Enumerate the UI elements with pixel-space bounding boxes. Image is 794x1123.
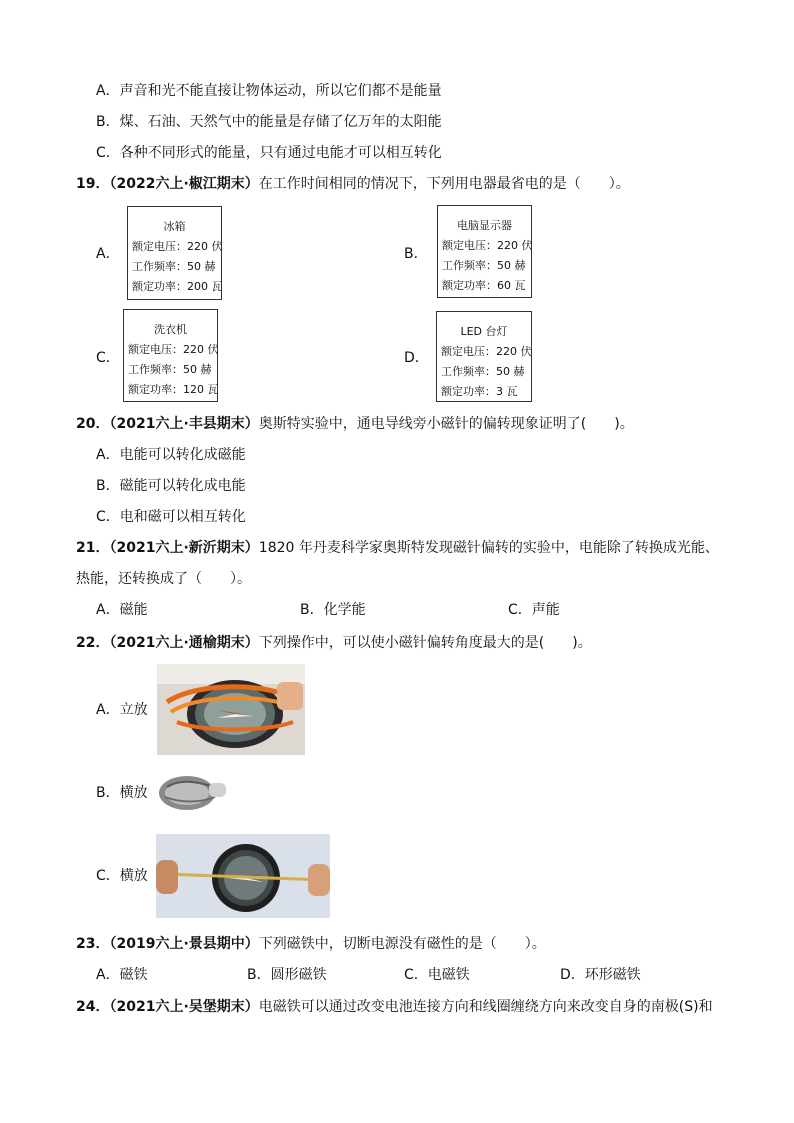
question-number: 20． [76,416,110,432]
card-power: 额定功率：200 瓦 [132,280,223,293]
option-a-label: A． [96,246,120,262]
option-c: C．电磁铁 [404,967,470,983]
question-source: （2021六上·新沂期末） [109,540,259,556]
option-b: B．横放 [96,785,148,801]
option-c: C．各种不同形式的能量，只有通过电能才可以相互转化 [96,145,442,161]
option-b: B．圆形磁铁 [247,967,327,983]
card-frequency: 工作频率：50 赫 [442,259,526,272]
question-source: （2019六上·景县期中） [109,936,259,952]
option-a: A．磁铁 [96,967,148,983]
question-text: 电磁铁可以通过改变电池连接方向和线圈缠绕方向来改变自身的南极(S)和 [258,999,713,1015]
question-23 [76,934,546,954]
card-title: 电脑显示器 [457,219,512,232]
card-title: 洗衣机 [154,323,187,336]
question-text: 1820 年丹麦科学家奥斯特发现磁针偏转的实验中，电能除了转换成光能、 [258,540,719,556]
card-power: 额定功率：120 瓦 [128,383,219,396]
card-power: 额定功率：60 瓦 [442,279,526,292]
question-number: 21． [76,540,110,556]
option-c: C．电和磁可以相互转化 [96,509,246,525]
option-a: A．电能可以转化成磁能 [96,447,246,463]
appliance-card-fridge [127,206,222,300]
question-text: 下列磁铁中，切断电源没有磁性的是（ ）。 [258,936,546,952]
question-text: 奥斯特实验中，通电导线旁小磁针的偏转现象证明了( )。 [258,416,634,432]
card-frequency: 工作频率：50 赫 [132,260,216,273]
question-20 [76,414,634,434]
card-title: LED 台灯 [460,325,508,338]
appliance-card-led-lamp [436,311,532,402]
option-b: B．磁能可以转化成电能 [96,478,246,494]
card-power: 额定功率：3 瓦 [441,385,518,398]
question-source: （2021六上·丰县期末） [109,416,259,432]
option-c-label: C． [96,350,120,366]
question-19 [76,174,630,194]
option-a: A．立放 [96,702,148,718]
question-21 [76,538,719,558]
card-voltage: 额定电压：220 伏 [441,345,532,358]
card-voltage: 额定电压：220 伏 [128,343,219,356]
question-source: （2022六上·椒江期末） [109,176,259,192]
question-source: （2021六上·通榆期末） [109,635,259,651]
card-frequency: 工作频率：50 赫 [441,365,525,378]
option-c: C．声能 [508,602,560,618]
compass-photo-vertical [157,664,305,755]
question-22 [76,633,592,653]
question-number: 23． [76,936,110,952]
question-number: 24． [76,999,110,1015]
option-c: C．横放 [96,868,148,884]
compass-photo-horizontal [156,834,330,918]
option-a: A．磁能 [96,602,148,618]
question-source: （2021六上·吴堡期末） [109,999,259,1015]
appliance-card-monitor [437,205,532,298]
appliance-card-washer [123,309,218,402]
question-text: 在工作时间相同的情况下，下列用电器最省电的是（ ）。 [258,176,630,192]
option-b: B．煤、石油、天然气中的能量是存储了亿万年的太阳能 [96,114,442,130]
compass-photo-horizontal-small [157,773,228,815]
card-frequency: 工作频率：50 赫 [128,363,212,376]
question-24 [76,997,713,1017]
option-b: B．化学能 [300,602,366,618]
question-text-continued: 热能，还转换成了（ ）。 [76,571,251,587]
option-d: D．环形磁铁 [560,967,641,983]
option-a: A．声音和光不能直接让物体运动，所以它们都不是能量 [96,83,442,99]
option-b-label: B． [404,246,428,262]
card-voltage: 额定电压：220 伏 [132,240,223,253]
question-text: 下列操作中，可以使小磁针偏转角度最大的是( )。 [258,635,592,651]
question-number: 19． [76,176,110,192]
card-title: 冰箱 [163,220,186,233]
question-number: 22． [76,635,110,651]
card-voltage: 额定电压：220 伏 [442,239,533,252]
option-d-label: D． [404,350,429,366]
